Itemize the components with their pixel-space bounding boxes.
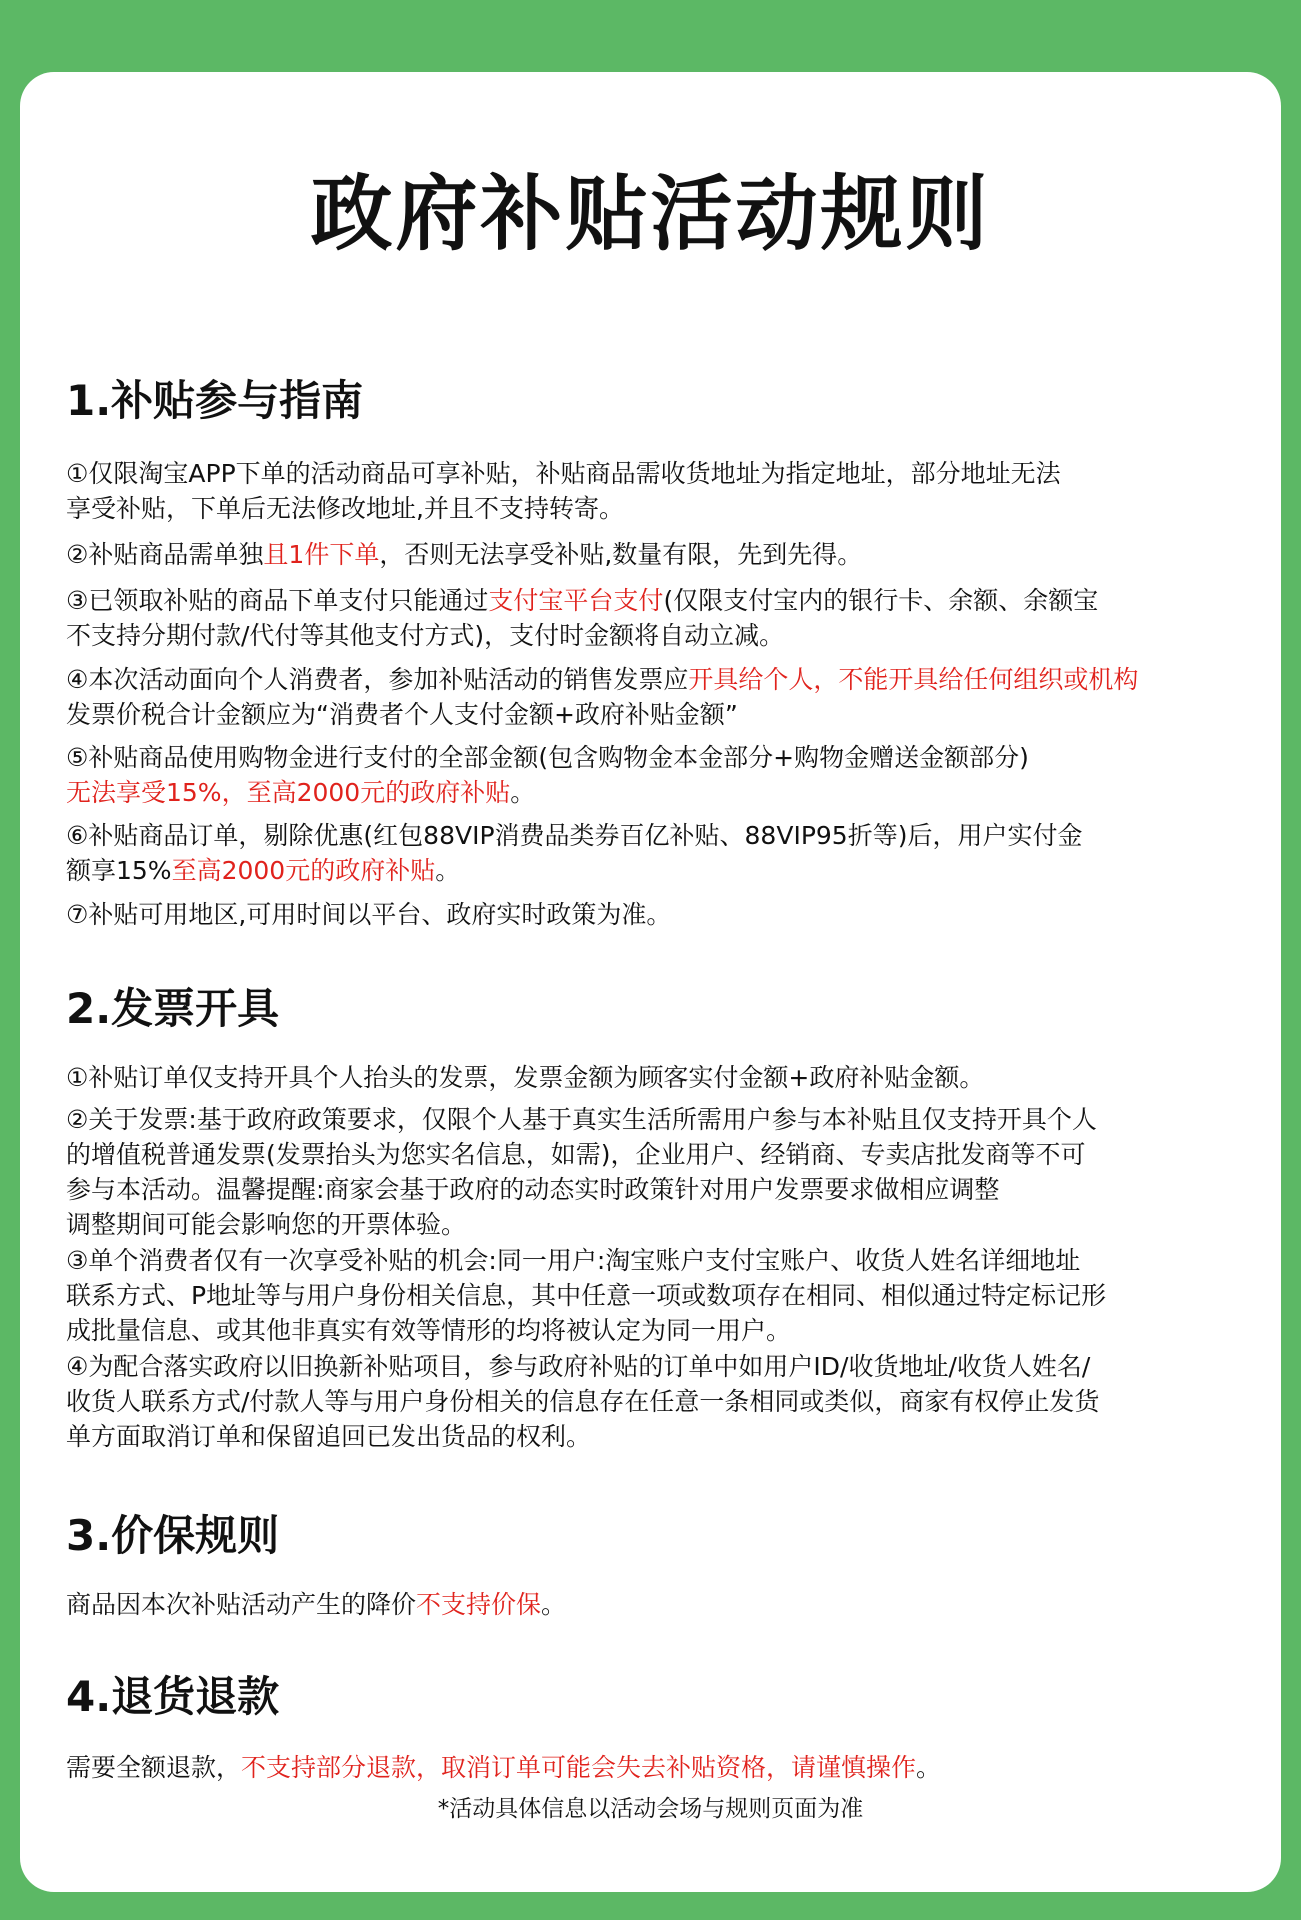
- rule-text: 。: [541, 1590, 567, 1619]
- rule-line: [66, 1587, 1256, 1622]
- rule-text: 。: [435, 856, 461, 885]
- highlight-text: 开具给个人，不能开具给任何组织或机构: [688, 665, 1139, 694]
- rule-line: [66, 456, 1256, 491]
- rule-text: ④本次活动面向个人消费者，参加补贴活动的销售发票应: [66, 665, 689, 694]
- rule-line: [66, 1750, 1256, 1785]
- rule-text: 发票价税合计金额应为“消费者个人支付金额+政府补贴金额”: [66, 700, 738, 729]
- rule-item: [66, 537, 1256, 572]
- rule-item: [66, 662, 1256, 732]
- rule-text: ⑥补贴商品订单，剔除优惠(红包88VIP消费品类券百亿补贴、88VIP95折等)后，用户实付金: [66, 821, 1083, 850]
- rule-item: [66, 818, 1256, 888]
- rule-line: [66, 1419, 1256, 1454]
- rule-item: [66, 1750, 1256, 1785]
- highlight-text: 不支持部分退款，取消订单可能会失去补贴资格，请谨慎操作: [241, 1753, 917, 1782]
- rule-line: [66, 537, 1256, 572]
- rule-line: [66, 1060, 1256, 1095]
- section-heading-refund: 4.退货退款: [66, 1672, 280, 1721]
- rule-text: 成批量信息、或其他非真实有效等情形的均将被认定为同一用户。: [66, 1316, 792, 1345]
- rule-line: [66, 897, 1256, 932]
- page-title: 政府补贴活动规则: [310, 167, 991, 262]
- rule-text: ②关于发票:基于政府政策要求，仅限个人基于真实生活所需用户参与本补贴且仅支持开具个人: [66, 1105, 1097, 1134]
- rule-item: [66, 897, 1256, 932]
- highlight-text: 至高2000元的政府补贴: [171, 856, 436, 885]
- rule-text: 。: [916, 1753, 942, 1782]
- rule-text: ②补贴商品需单独: [66, 540, 264, 569]
- rule-line: [66, 1349, 1256, 1384]
- rule-line: [66, 491, 1256, 526]
- rule-line: [66, 1313, 1256, 1348]
- rule-line: [66, 662, 1256, 697]
- rule-line: [66, 1172, 1256, 1207]
- rule-text: 需要全额退款，: [66, 1753, 242, 1782]
- rule-item: [66, 740, 1256, 810]
- rule-text: 额享15%: [66, 856, 172, 885]
- highlight-text: 支付宝平台支付: [488, 586, 664, 615]
- rules-card: [20, 72, 1281, 1892]
- rule-line: [66, 618, 1256, 653]
- rule-line: [66, 1207, 1256, 1242]
- section-heading-invoice: 2.发票开具: [66, 984, 280, 1033]
- rule-item: [66, 583, 1256, 653]
- rule-item: [66, 1060, 1256, 1095]
- rule-text: ①补贴订单仅支持开具个人抬头的发票，发票金额为顾客实付金额+政府补贴金额。: [66, 1063, 985, 1092]
- rule-line: [66, 740, 1256, 775]
- rule-text: ④为配合落实政府以旧换新补贴项目，参与政府补贴的订单中如用户ID/收货地址/收货人姓名/: [66, 1352, 1091, 1381]
- highlight-text: 无法享受15%，至高2000元的政府补贴: [66, 778, 511, 807]
- highlight-text: 且1件下单: [263, 540, 380, 569]
- rule-item: [66, 1587, 1256, 1622]
- rule-line: [66, 1384, 1256, 1419]
- rule-text: 联系方式、P地址等与用户身份相关信息，其中任意一项或数项存在相同、相似通过特定标记形: [66, 1281, 1107, 1310]
- rule-text: ⑦补贴可用地区,可用时间以平台、政府实时政策为准。: [66, 900, 672, 929]
- rule-text: 享受补贴，下单后无法修改地址,并且不支持转寄。: [66, 494, 624, 523]
- rule-text: 不支持分期付款/代付等其他支付方式)，支付时金额将自动立减。: [66, 621, 785, 650]
- rule-item: [66, 1243, 1256, 1348]
- rule-item: [66, 456, 1256, 526]
- rule-line: [66, 818, 1256, 853]
- rule-line: [66, 697, 1256, 732]
- rule-item: [66, 1102, 1256, 1242]
- rule-text: ，否则无法享受补贴,数量有限，先到先得。: [379, 540, 863, 569]
- rule-text: 收货人联系方式/付款人等与用户身份相关的信息存在任意一条相同或类似，商家有权停止发货: [66, 1387, 1100, 1416]
- rule-item: [66, 1349, 1256, 1454]
- rule-text: ③已领取补贴的商品下单支付只能通过: [66, 586, 489, 615]
- rule-line: [66, 1137, 1256, 1172]
- rule-line: [66, 775, 1256, 810]
- rule-text: 参与本活动。温馨提醒:商家会基于政府的动态实时政策针对用户发票要求做相应调整: [66, 1175, 1000, 1204]
- rule-text: 的增值税普通发票(发票抬头为您实名信息，如需)，企业用户、经销商、专卖店批发商等不可: [66, 1140, 1086, 1169]
- highlight-text: 不支持价保: [416, 1590, 542, 1619]
- rule-line: [66, 1278, 1256, 1313]
- rule-text: ①仅限淘宝APP下单的活动商品可享补贴，补贴商品需收货地址为指定地址，部分地址无法: [66, 459, 1061, 488]
- rule-text: ③单个消费者仅有一次享受补贴的机会:同一用户:淘宝账户支付宝账户、收货人姓名详细地址: [66, 1246, 1081, 1275]
- rule-line: [66, 1243, 1256, 1278]
- rule-line: [66, 1102, 1256, 1137]
- rule-line: [66, 853, 1256, 888]
- rule-text: (仅限支付宝内的银行卡、余额、余额宝: [663, 586, 1099, 615]
- rule-text: 单方面取消订单和保留追回已发出货品的权利。: [66, 1422, 592, 1451]
- footnote: *活动具体信息以活动会场与规则页面为准: [437, 1796, 864, 1822]
- rule-text: 。: [510, 778, 536, 807]
- rule-text: 调整期间可能会影响您的开票体验。: [66, 1210, 467, 1239]
- rule-line: [66, 583, 1256, 618]
- rule-text: 商品因本次补贴活动产生的降价: [66, 1590, 417, 1619]
- section-heading-subsidy-guide: 1.补贴参与指南: [66, 376, 364, 425]
- section-heading-price-protection: 3.价保规则: [66, 1511, 280, 1560]
- rule-text: ⑤补贴商品使用购物金进行支付的全部金额(包含购物金本金部分+购物金赠送金额部分): [66, 743, 1029, 772]
